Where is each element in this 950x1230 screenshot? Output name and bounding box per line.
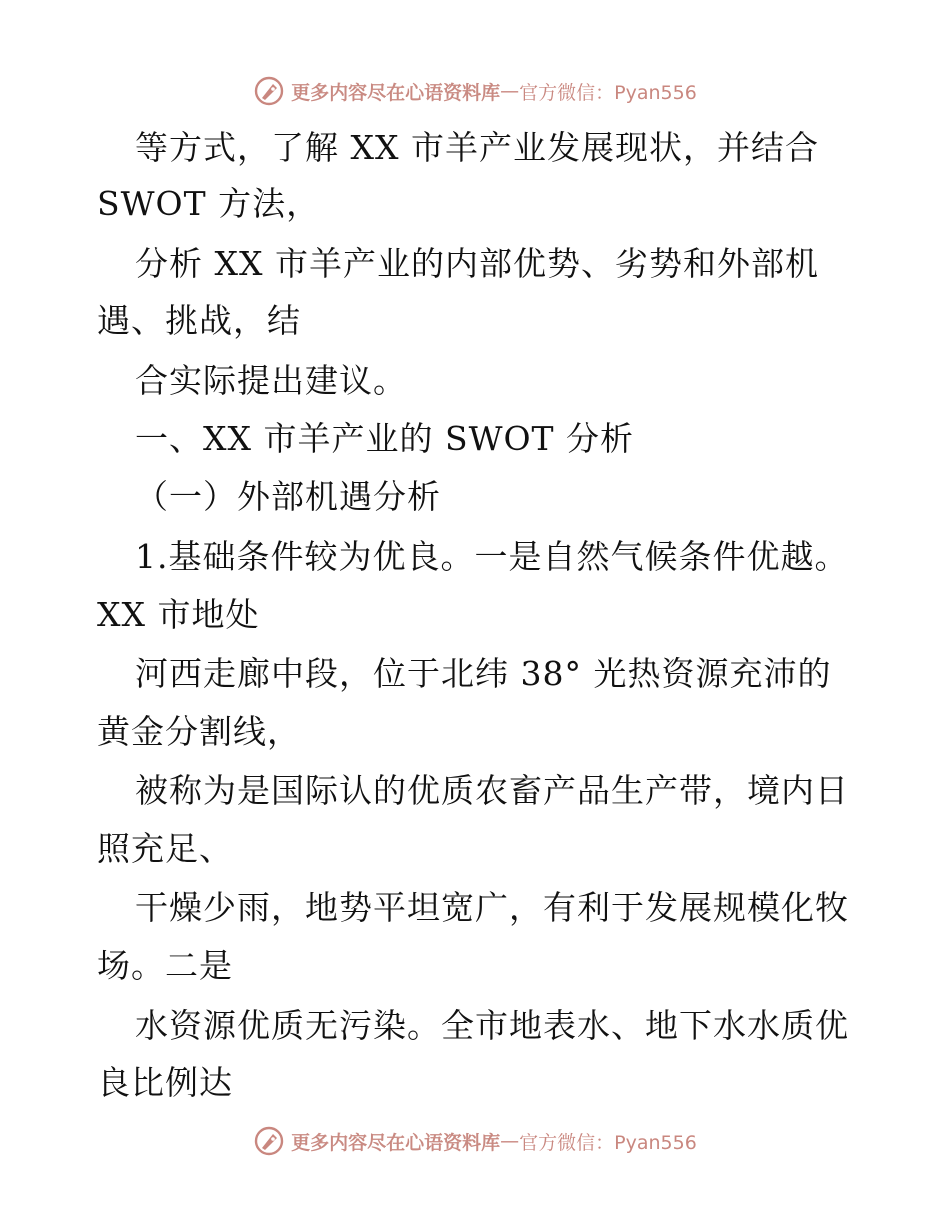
subsection-heading: （一）外部机遇分析 <box>135 477 441 516</box>
paragraph-line: 1.基础条件较为优良。一是自然气候条件优越。 <box>135 537 849 576</box>
paragraph-line: 照充足、 <box>97 829 233 868</box>
paragraph-line: 遇、挑战，结 <box>97 301 301 340</box>
paragraph-line: 场。二是 <box>97 946 233 985</box>
paragraph-line: 干燥少雨，地势平坦宽广，有利于发展规模化牧 <box>135 888 849 927</box>
pen-nib-logo-icon <box>253 1125 285 1157</box>
watermark-separator: — <box>500 1130 520 1152</box>
paragraph-line: 等方式，了解 XX 市羊产业发展现状，并结合 <box>135 128 819 167</box>
paragraph-line: 合实际提出建议。 <box>135 361 407 400</box>
section-heading: 一、XX 市羊产业的 SWOT 分析 <box>135 419 635 458</box>
header-watermark <box>0 71 950 111</box>
paragraph-line: 被称为是国际认的优质农畜产品生产带，境内日 <box>135 771 849 810</box>
watermark-separator: — <box>500 80 520 102</box>
paragraph-line: XX 市地处 <box>97 595 260 634</box>
watermark-text: 更多内容尽在心语资料库 <box>291 1131 501 1154</box>
paragraph-line: SWOT 方法， <box>97 184 321 223</box>
paragraph-line: 水资源优质无污染。全市地表水、地下水水质优 <box>135 1006 849 1045</box>
paragraph-line: 良比例达 <box>97 1063 233 1102</box>
pen-nib-logo-icon <box>253 75 285 107</box>
watermark-suffix: 官方微信：Pyan556 <box>519 1131 697 1154</box>
paragraph-line: 河西走廊中段，位于北纬 38° 光热资源充沛的 <box>135 654 832 693</box>
paragraph-line: 黄金分割线， <box>97 712 301 751</box>
watermark-text: 更多内容尽在心语资料库 <box>291 81 501 104</box>
watermark-suffix: 官方微信：Pyan556 <box>519 81 697 104</box>
footer-watermark <box>0 1121 950 1161</box>
paragraph-line: 分析 XX 市羊产业的内部优势、劣势和外部机 <box>135 244 819 283</box>
